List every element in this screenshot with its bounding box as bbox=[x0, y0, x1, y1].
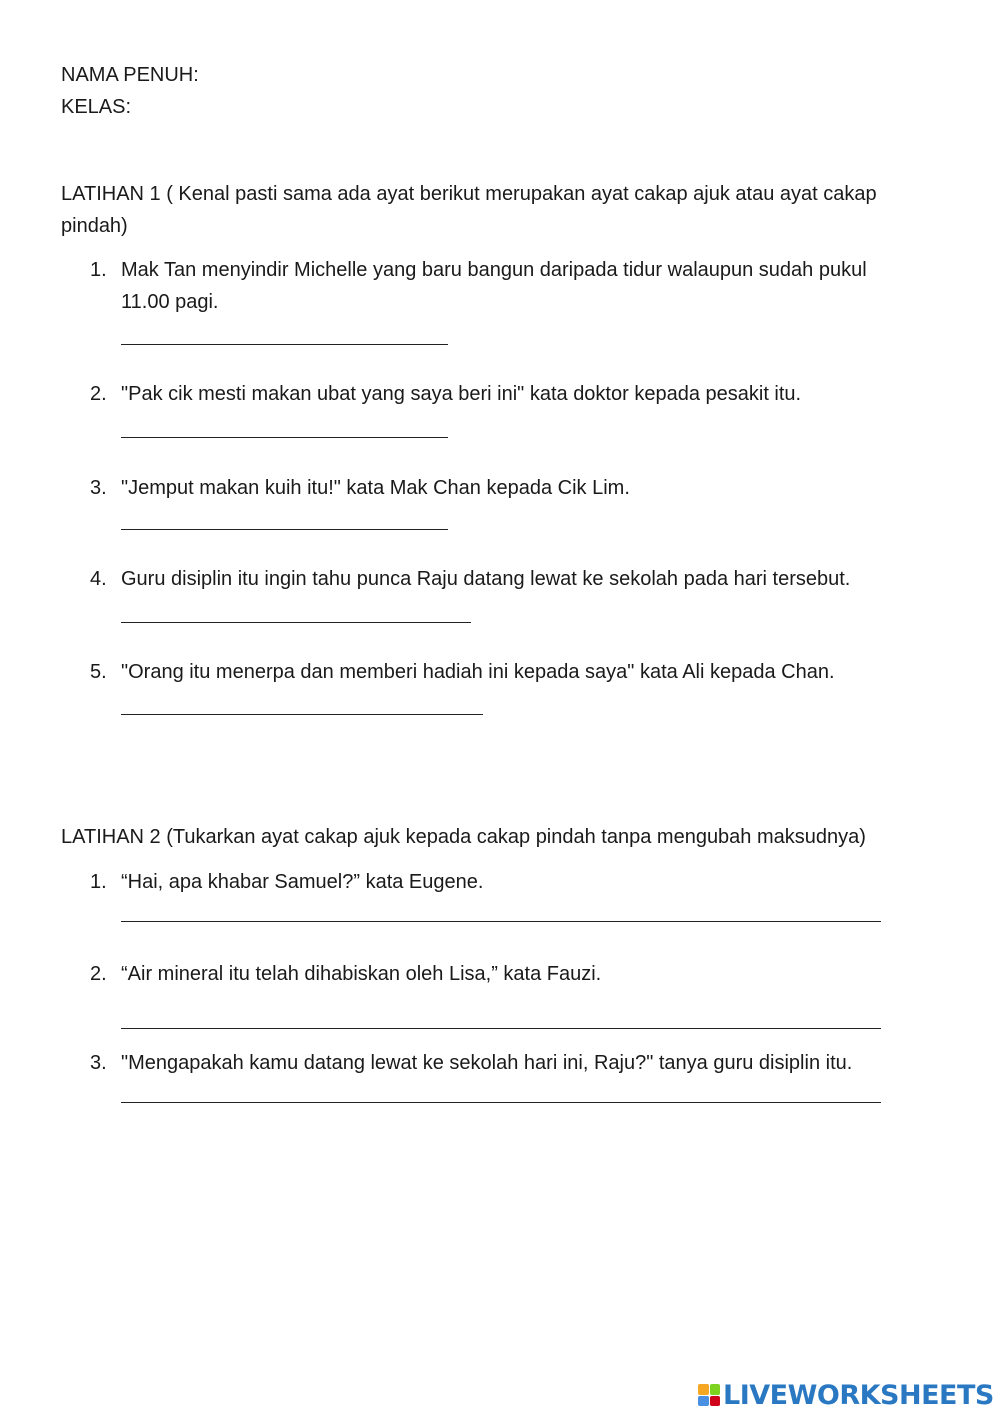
l1-item3-answer-line[interactable] bbox=[121, 529, 448, 530]
latihan2-title: LATIHAN 2 (Tukarkan ayat cakap ajuk kepada cakap pindah tanpa mengubah maksudnya) bbox=[61, 826, 866, 848]
l2-item3-text: "Mengapakah kamu datang lewat ke sekolah hari ini, Raju?" tanya guru disiplin itu. bbox=[121, 1052, 853, 1074]
l1-item5-answer-line[interactable] bbox=[121, 714, 483, 715]
l2-item2-number: 2. bbox=[90, 963, 107, 985]
l1-item1-answer-line[interactable] bbox=[121, 344, 448, 345]
l1-item3-number: 3. bbox=[90, 477, 107, 499]
l2-item3-answer-line[interactable] bbox=[121, 1102, 881, 1103]
l1-item4-answer-line[interactable] bbox=[121, 622, 471, 623]
name-label: NAMA PENUH: bbox=[61, 64, 199, 86]
l2-item3-number: 3. bbox=[90, 1052, 107, 1074]
l1-item2-answer-line[interactable] bbox=[121, 437, 448, 438]
l2-item1-answer-line[interactable] bbox=[121, 921, 881, 922]
logo-mark-icon bbox=[698, 1384, 720, 1406]
l1-item2-number: 2. bbox=[90, 383, 107, 405]
l2-item1-number: 1. bbox=[90, 871, 107, 893]
liveworksheets-logo[interactable] bbox=[698, 1378, 994, 1412]
l1-item4-text: Guru disiplin itu ingin tahu punca Raju datang lewat ke sekolah pada hari tersebut. bbox=[121, 568, 851, 590]
l1-item1-text-line2: 11.00 pagi. bbox=[121, 291, 219, 313]
l1-item2-text: "Pak cik mesti makan ubat yang saya beri ini" kata doktor kepada pesakit itu. bbox=[121, 383, 802, 405]
l2-item1-text: “Hai, apa khabar Samuel?” kata Eugene. bbox=[121, 871, 484, 893]
l1-item1-text-line1: Mak Tan menyindir Michelle yang baru bangun daripada tidur walaupun sudah pukul bbox=[121, 259, 867, 281]
class-label: KELAS: bbox=[61, 96, 132, 118]
l1-item4-number: 4. bbox=[90, 568, 107, 590]
l1-item3-text: "Jemput makan kuih itu!" kata Mak Chan kepada Cik Lim. bbox=[121, 477, 630, 499]
l1-item1-number: 1. bbox=[90, 259, 107, 281]
l1-item5-number: 5. bbox=[90, 661, 107, 683]
logo-text: LIVEWORKSHEETS bbox=[723, 1379, 994, 1411]
latihan1-title: LATIHAN 1 ( Kenal pasti sama ada ayat berikut merupakan ayat cakap ajuk atau ayat cakap pindah) bbox=[61, 183, 877, 237]
l2-item2-answer-line[interactable] bbox=[121, 1028, 881, 1029]
l1-item5-text: "Orang itu menerpa dan memberi hadiah ini kepada saya" kata Ali kepada Chan. bbox=[121, 661, 835, 683]
l2-item2-text: “Air mineral itu telah dihabiskan oleh Lisa,” kata Fauzi. bbox=[121, 963, 602, 985]
